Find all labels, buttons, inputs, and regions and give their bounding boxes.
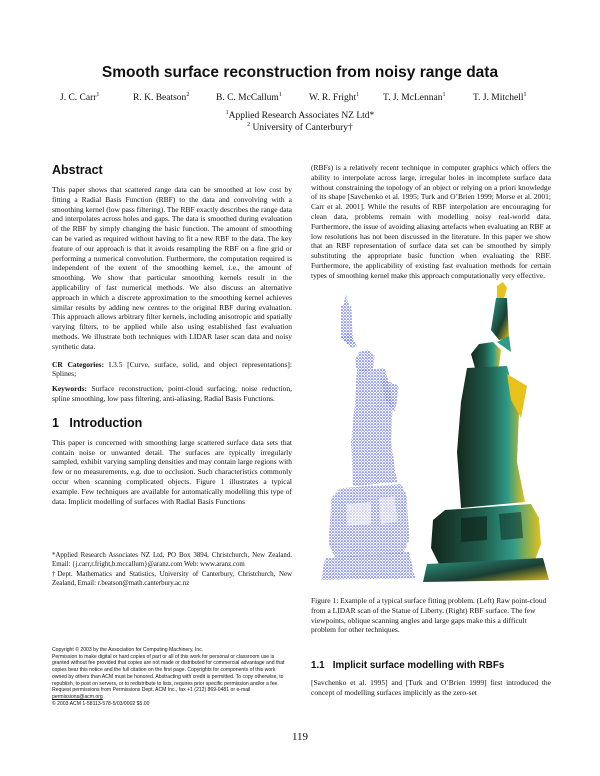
author-fright: W. R. Fright$^1$ [309,92,360,104]
affiliation-2: $^2$ University of Canterbury† [247,122,353,134]
author-mccallum: B. C. McCallum$^1$ [216,92,282,104]
footnotes [52,552,292,588]
section-1-1-text: [Savchenko et al. 1995] and [Turk and O’Brien 1999] first introduced the concept of modelling surfaces implicitly as the zero-set [311,678,551,697]
author-beatson: R. K. Beatson$^2$ [133,92,190,104]
footnote-star: *Applied Research Associates NZ Ltd, PO Box 3894, Christchurch, New Zealand. Email: {j.carr,r.fright,b.mccallum}@aranz.com Web: www.aranz.com [52,552,292,568]
introduction-text: This paper is concerned with smoothing large scattered surface data sets that contain noise or unwanted detail. The surfaces are typically irregularly sampled, exhibit varying sampling densities and may contain large regions with few or no measurements, e.g. due to occlusion. Such characteristics commonly occur when scanning complicated objects. Figure 1 illustrates a typical example. Few techniques are available for automatically modelling this type of data. Implicit modelling of surfaces with Radial Basis Functions [52,437,292,506]
section-1-1 [311,660,551,698]
copyright-notice [52,647,290,707]
permissions-email-link[interactable]: permissions@acm.org [52,693,103,700]
author-carr: J. C. Carr$^1$ [60,92,100,104]
author-mitchell: T. J. Mitchell$^1$ [473,92,527,104]
footnote-dagger: †Dept. Mathematics and Statistics, University of Canterbury, Christchurch, New Zealand, Email: r.beatson@math.canterbury.ac.nz [52,571,292,587]
affiliation-1: $^1$Applied Research Associates NZ Ltd* [225,110,375,122]
figure-1 [311,282,552,582]
paper-title: Smooth surface reconstruction from noisy range data [101,64,499,81]
keywords: Keywords: Surface reconstruction, point-cloud surfacing, noise reduction, spline smoothing, low pass filtering, anti-aliasing, Radial Basis Functions. [52,384,293,403]
cr-categories: CR Categories: I.3.5 [Curve, surface, solid, and object representations]: Splines; [52,359,293,379]
left-column [52,163,292,506]
introduction-heading: 1 Introduction [52,415,143,430]
abstract-text: This paper shows that scattered range data can be smoothed at low cost by fitting a Radial Basis Function (RBF) to the data and convolving with a smoothing kernel (low pass filtering). The RBF exactly describes the range data and interpolates across holes and gaps. The data is smoothed during evaluation of the RBF by simply changing the basic function. The amount of smoothing can be varied as required without having to fit a new RBF to the data. The key feature of our approach is that it avoids resampling the RBF on a fine grid or performing a numerical convolution. Furthermore, the computation required is independent of the extent of the smoothing kernel, i.e., the amount of smoothing. We show that particular smoothing kernels result in the applicability of fast numerical methods. We also discuss an alternative approach in which a discrete approximation to the smoothing kernel achieves similar results by adding new centres to the original RBF during evaluation. This approach allows arbitrary filter kernels, including anisotropic and spatially varying filters, to be applied while also using established fast evaluation methods. We illustrate both techniques with LIDAR laser scan data and noisy synthetic data. [52,185,292,351]
isbn-line: © 2003 ACM 1-58113-578-5/03/0002 $5.00 [52,700,150,707]
abstract-heading: Abstract [52,163,103,177]
rbf-surface-statue [423,282,549,582]
right-column [311,163,551,281]
page-number: 119 [291,731,309,743]
copyright-text: Permission to make digital or hard copies of part or all of this work for personal or classroom use is granted without fee provided that copies are not made or distributed for commercial advantage and that copies bear this notice and the full citation on the first page. Copyrights for components of this work owned by others than ACM must be honored. Abstracting with credit is permitted. To copy otherwise, to republish, to post on servers, or to redistribute to lists, requires prior specific permission and/or a fee. Request permissions from Permissions Dept, ACM Inc., fax +1 (212) 869-0481 or e-mail [52,653,285,694]
author-mclennan: T. J. McLennan$^1$ [383,92,446,104]
section-1-1-heading: 1.1 Implicit surface modelling with RBFs [311,660,505,671]
point-cloud-statue [321,294,415,580]
figure-1-caption: Figure 1: Example of a typical surface fitting problem. (Left) Raw point-cloud from a LIDAR scan of the Statue of Liberty. (Right) RBF surface. The few viewpoints, oblique scanning angles and large gaps make this a difficult problem for other techniques. [311,596,547,635]
intro-continued-text: (RBFs) is a relatively recent technique in computer graphics which offers the ability to interpolate across large, irregular holes in incomplete surface data without constraining the topology of an object or relying on a priori knowledge of its shape [Savchenko et al. 1995; Turk and O’Brien 1999; Morse et al. 2001; Carr et al. 2001]. While the results of RBF interpolation are encouraging for clean data, problems remain with modelling noisy real-world data. Furthermore, the issue of avoiding aliasing artefacts when evaluating an RBF at low resolutions has not been discussed in the literature. In this paper we show that an RBF representation of surface data set can be smoothed by simply substituting the appropriate basic function when evaluating the RBF. Furthermore, the applicability of existing fast evaluation methods for certain types of smoothing kernel make this approach computationally very effective. [311,163,551,280]
statue-of-liberty-figure [311,282,552,582]
copyright-line: Copyright © 2003 by the Association for Computing Machinery, Inc. [52,647,204,653]
